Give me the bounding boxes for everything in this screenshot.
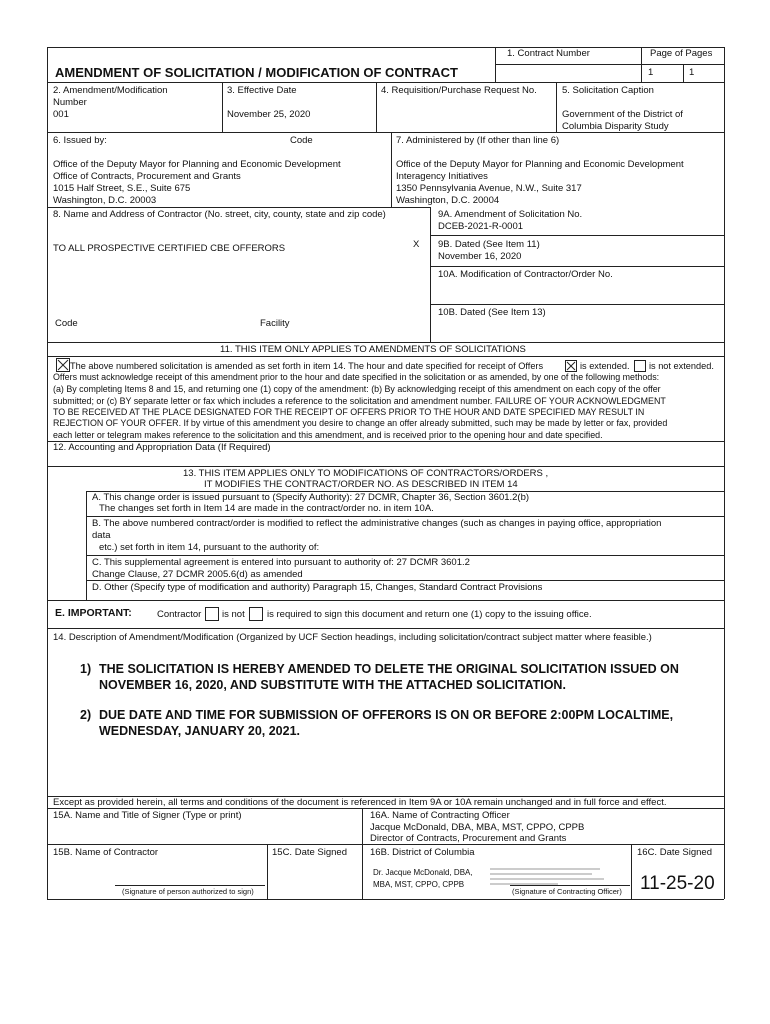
rule bbox=[495, 64, 724, 65]
issued-by-label: 6. Issued by: bbox=[53, 135, 107, 146]
rule bbox=[430, 304, 724, 305]
digital-signature-name: Dr. Jacque McDonald, DBA, bbox=[373, 868, 473, 877]
requisition-label: 4. Requisition/Purchase Request No. bbox=[381, 85, 537, 96]
solicitation-caption-value-2: Columbia Disparity Study bbox=[562, 121, 669, 132]
administered-by-line: Washington, D.C. 20004 bbox=[396, 195, 500, 206]
rule bbox=[47, 899, 724, 900]
rule bbox=[391, 132, 392, 207]
digital-signature-stamp bbox=[488, 866, 608, 886]
item-9b-check: X bbox=[413, 239, 420, 250]
item-13c-line-2: Change Clause, 27 DCMR 2005.6(d) as amended bbox=[92, 569, 303, 580]
rule bbox=[631, 844, 632, 899]
item-13a-line-2: The changes set forth in Item 14 are made in the contract/order no. in item 10A. bbox=[99, 503, 434, 514]
contractor-date-signed-label: 15C. Date Signed bbox=[272, 847, 347, 858]
issued-by-code-label: Code bbox=[290, 135, 313, 146]
not-extended-label: is not extended. bbox=[649, 361, 714, 371]
administered-by-line: Interagency Initiatives bbox=[396, 171, 488, 182]
item-11-body-line: Offers must acknowledge receipt of this amendment prior to the hour and date specified in the solicitation or as amended, by one of the following methods: bbox=[53, 372, 660, 382]
rule bbox=[86, 516, 724, 517]
rule bbox=[47, 47, 724, 48]
rule bbox=[495, 47, 496, 82]
rule bbox=[47, 342, 724, 343]
contractor-signature-caption: (Signature of person authorized to sign) bbox=[122, 887, 254, 896]
item-13-header: 13. THIS ITEM APPLIES ONLY TO MODIFICATIONS OF CONTRACTORS/ORDERS , bbox=[183, 468, 549, 479]
extended-checkbox[interactable] bbox=[565, 360, 577, 372]
item-11-body-line: TO BE RECEIVED AT THE PLACE DESIGNATED FOR THE RECEIPT OF OFFERS PRIOR TO THE HOUR AND DATE SPECIFIED MAY RESULT IN bbox=[53, 407, 645, 417]
issued-by-line: 1015 Half Street, S.E., Suite 675 bbox=[53, 183, 191, 194]
important-rest: is required to sign this document and return one (1) copy to the issuing office. bbox=[267, 609, 592, 620]
solicitation-caption-value: Government of the District of bbox=[562, 109, 683, 120]
item-11-body-line: submitted; or (c) BY separate letter or fax which includes a reference to the solicitation and amendment number. FAILURE OF YOUR ACKNOWLEDGMENT bbox=[53, 396, 666, 406]
item-11-body-line: REJECTION OF YOUR OFFER. If by virtue of this amendment you desire to change an offer already submitted, such may be made by letter or fax, provided bbox=[53, 418, 668, 428]
item-11-line-1: The above numbered solicitation is amended as set forth in item 14. The hour and date specified for receipt of Offers bbox=[70, 361, 544, 371]
signer-name-label: 15A. Name and Title of Signer (Type or print) bbox=[53, 810, 242, 821]
item-13a-line: A. This change order is issued pursuant to (Specify Authority): 27 DCMR, Chapter 36, Section 3601.2(b) bbox=[92, 492, 530, 503]
paragraph-1-line-1: THE SOLICITATION IS HEREBY AMENDED TO DELETE THE ORIGINAL SOLICITATION ISSUED ON bbox=[99, 662, 679, 676]
rule bbox=[47, 356, 724, 357]
rule bbox=[267, 844, 268, 899]
page-of-pages-label: Page of Pages bbox=[650, 48, 713, 59]
rule bbox=[47, 808, 724, 809]
pages-total: 1 bbox=[689, 67, 695, 78]
paragraph-2-line-2: WEDNESDAY, JANUARY 20, 2021. bbox=[99, 724, 301, 738]
administered-by-line: 1350 Pennsylvania Avenue, N.W., Suite 317 bbox=[396, 183, 582, 194]
rule bbox=[47, 628, 724, 629]
item-11-header: 11. THIS ITEM ONLY APPLIES TO AMENDMENTS OF SOLICITATIONS bbox=[220, 344, 526, 355]
rule bbox=[47, 47, 48, 899]
paragraph-1-line-2: NOVEMBER 16, 2020, AND SUBSTITUTE WITH THE ATTACHED SOLICITATION. bbox=[99, 678, 566, 692]
administered-by-line: Office of the Deputy Mayor for Planning and Economic Development bbox=[396, 159, 684, 170]
amendment-solicitation-value: DCEB-2021-R-0001 bbox=[438, 221, 524, 232]
contractor-code-label: Code bbox=[55, 318, 78, 329]
amendment-solicitation-label: 9A. Amendment of Solicitation No. bbox=[438, 209, 583, 220]
amendment-number-label-2: Number bbox=[53, 97, 87, 108]
item-13d-line: D. Other (Specify type of modification and authority) Paragraph 15, Changes, Standard Contract Provisions bbox=[92, 582, 543, 593]
amendment-number-value: 001 bbox=[53, 109, 69, 120]
contract-number-label: 1. Contract Number bbox=[507, 48, 590, 59]
extended-label: is extended. bbox=[580, 361, 630, 371]
rule bbox=[724, 47, 725, 899]
administered-by-label: 7. Administered by (If other than line 6) bbox=[396, 135, 560, 146]
dated-10b-label: 10B. Dated (See Item 13) bbox=[438, 307, 546, 318]
item-13b-line: B. The above numbered contract/order is modified to reflect the administrative changes (such as changes in paying office, appropriation bbox=[92, 518, 662, 529]
rule bbox=[430, 235, 724, 236]
is-not-checkbox[interactable] bbox=[205, 607, 219, 621]
paragraph-1-number: 1) bbox=[80, 662, 92, 676]
description-label: 14. Description of Amendment/Modification (Organized by UCF Section headings, including solicitation/contract subject matter where feasible.) bbox=[53, 632, 652, 643]
rule bbox=[47, 207, 430, 208]
rule bbox=[376, 82, 377, 132]
facility-label: Facility bbox=[260, 318, 290, 329]
important-contractor: Contractor bbox=[157, 609, 202, 620]
paragraph-2-line-1: DUE DATE AND TIME FOR SUBMISSION OF OFFERORS IS ON OR BEFORE 2:00PM LOCALTIME, bbox=[99, 708, 674, 722]
important-is-not: is not bbox=[222, 609, 245, 620]
contracting-officer-name: Jacque McDonald, DBA, MBA, MST, CPPO, CPPB bbox=[370, 822, 585, 833]
rule bbox=[641, 47, 642, 82]
solicitation-caption-label: 5. Solicitation Caption bbox=[562, 85, 654, 96]
rule bbox=[47, 600, 724, 601]
rule bbox=[430, 266, 724, 267]
district-label: 16B. District of Columbia bbox=[370, 847, 475, 858]
officer-date-signed-label: 16C. Date Signed bbox=[637, 847, 712, 858]
officer-date-signed-value: 11-25-20 bbox=[640, 873, 715, 894]
rule bbox=[47, 466, 724, 467]
dated-9b-value: November 16, 2020 bbox=[438, 251, 522, 262]
dated-9b-label: 9B. Dated (See Item 11) bbox=[438, 239, 540, 250]
amendment-number-label: 2. Amendment/Modification bbox=[53, 85, 168, 96]
amended-checkbox[interactable] bbox=[56, 358, 70, 372]
effective-date-value: November 25, 2020 bbox=[227, 109, 311, 120]
page-number: 1 bbox=[648, 67, 654, 78]
item-13-header-2: IT MODIFIES THE CONTRACT/ORDER NO. AS DESCRIBED IN ITEM 14 bbox=[204, 479, 518, 490]
rule bbox=[47, 82, 724, 83]
except-statement: Except as provided herein, all terms and conditions of the document is referenced in Item 9A or 10A remain unchanged and in full force and effect. bbox=[53, 797, 667, 808]
rule bbox=[86, 491, 87, 600]
important-label: E. IMPORTANT: bbox=[55, 607, 132, 619]
check-x-icon bbox=[566, 361, 576, 371]
issued-by-line: Office of Contracts, Procurement and Grants bbox=[53, 171, 241, 182]
rule bbox=[362, 808, 363, 899]
issued-by-line: Washington, D.C. 20003 bbox=[53, 195, 157, 206]
is-required-checkbox[interactable] bbox=[249, 607, 263, 621]
not-extended-checkbox[interactable] bbox=[634, 360, 646, 372]
contracting-officer-label: 16A. Name of Contracting Officer bbox=[370, 810, 510, 821]
item-13b-line-2: data bbox=[92, 530, 111, 541]
contracting-officer-title: Director of Contracts, Procurement and Grants bbox=[370, 833, 567, 844]
issued-by-line: Office of the Deputy Mayor for Planning and Economic Development bbox=[53, 159, 341, 170]
rule bbox=[86, 555, 724, 556]
check-x-icon bbox=[57, 359, 69, 371]
contractor-address-label: 8. Name and Address of Contractor (No. street, city, county, state and zip code) bbox=[53, 209, 386, 220]
rule bbox=[556, 82, 557, 132]
effective-date-label: 3. Effective Date bbox=[227, 85, 297, 96]
modification-order-label: 10A. Modification of Contractor/Order No. bbox=[438, 269, 613, 280]
accounting-data-label: 12. Accounting and Appropriation Data (If Required) bbox=[53, 442, 271, 453]
contractor-address-value: TO ALL PROSPECTIVE CERTIFIED CBE OFFERORS bbox=[53, 243, 286, 254]
item-11-body-line: each letter or telegram makes reference to the solicitation and this amendment, and is received prior to the opening hour and date specified. bbox=[53, 430, 603, 440]
item-13b-line-3: etc.) set forth in item 14, pursuant to the authority of: bbox=[99, 542, 320, 553]
rule bbox=[683, 64, 684, 82]
item-11-body-line: (a) By completing Items 8 and 15, and returning one (1) copy of the amendment: (b) By acknowledging receipt of this amendment on each copy of the offer bbox=[53, 384, 661, 394]
contractor-name-label: 15B. Name of Contractor bbox=[53, 847, 159, 858]
rule bbox=[222, 82, 223, 132]
digital-signature-name-2: MBA, MST, CPPO, CPPB bbox=[373, 880, 465, 889]
form-title: AMENDMENT OF SOLICITATION / MODIFICATION OF CONTRACT bbox=[55, 65, 458, 80]
paragraph-2-number: 2) bbox=[80, 708, 92, 722]
officer-signature-caption: (Signature of Contracting Officer) bbox=[512, 887, 622, 896]
rule bbox=[430, 207, 431, 342]
item-13c-line: C. This supplemental agreement is entered into pursuant to authority of: 27 DCMR 3601.2 bbox=[92, 557, 470, 568]
